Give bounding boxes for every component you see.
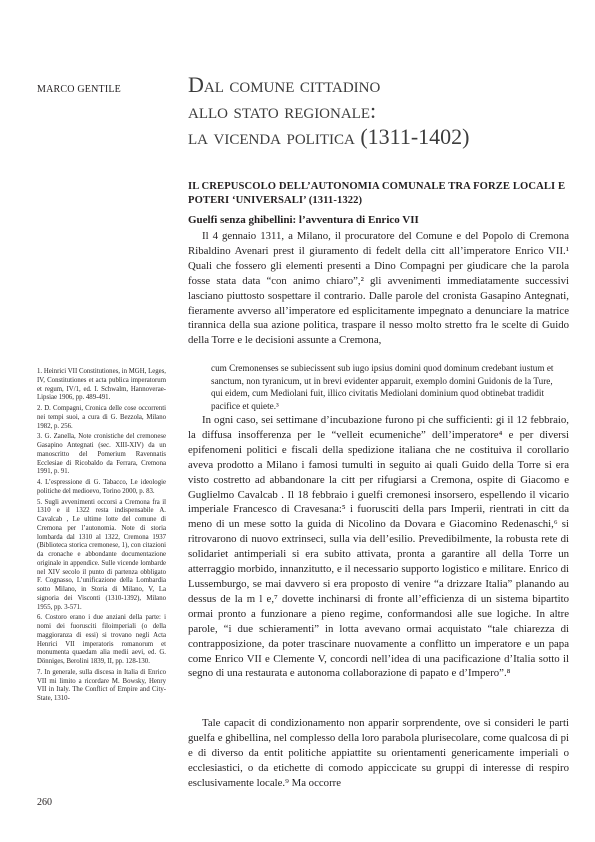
section-heading: IL CREPUSCOLO DELL’AUTONOMIA COMUNALE TRA FORZE LOCALI E POTERI ‘UNIVERSALI’ (1311-1322) <box>188 181 566 206</box>
chapter-title-line: allo stato regionale: <box>188 98 377 123</box>
author-name: MARCO GENTILE <box>37 84 121 95</box>
footnote: 6. Costoro erano i due anziani della parte: i nomi dei fuorusciti filoimperiali (o della maggioranza di essi) si trovano negli Acta Henrici VII imperatoris romanorum et monumenta quaedam alia medii aevi, ed. G. Dönniges, Berolini 1839, II, pp. 128-130. <box>37 614 166 665</box>
footnote: 2. D. Compagni, Cronica delle cose occorrenti nei tempi suoi, a cura di G. Bezzola, Milano 1982, p. 256. <box>37 405 166 430</box>
body-paragraph <box>188 716 569 791</box>
footnote: 4. L’espressione di G. Tabacco, Le ideologie politiche del medioevo, Torino 2000, p. 83. <box>37 479 166 495</box>
body-paragraph <box>188 229 569 348</box>
chapter-title-line: la vicenda politica (1311-1402) <box>188 124 470 149</box>
footnote: 3. G. Zanella, Note cronistiche del cremonese Gasapino Antegnati (sec. XIII-XIV) da un manoscritto del Pomerium Ravennatis Ecclesiae di Ricobaldo da Ferrara, Cremona 1991, p. 91. <box>37 433 166 476</box>
paragraph-text: Il 4 gennaio 1311, a Milano, il procuratore del Comune e del Popolo di Cremona Ribaldino Avenari prest il giuramento di fedelt della citt all’imperatore Enrico VII.¹ Quali che fossero gli elementi presenti a Dino Compagni per giudicare che la parola fosse stata data “con animo chiaro”,² gli avvenimenti immediatamente successivi lasciano piuttosto sospettare il contrario. Dalle parole del cronista Gasapino Antegnati, fieramente avverso all’imperatore ed esplicitamente impegnato a denunciare la matrice tirannica della sua azione politica, traspare il nesso molto stretto fra le scelte di Guido della Torre e le decisioni assunte a Cremona, <box>188 230 569 347</box>
footnote: 5. Sugli avvenimenti occorsi a Cremona fra il 1310 e il 1322 resta indispensabile A. Cavalcab , Le ultime lotte del comune di Cremona per l’autonomia. Note di storia lombarda dal 1310 al 1322, Cremona 1937 (Biblioteca storica cremonese, 1), con citazioni da cronache e abbondante documentazione originale in appendice. Sulle vicende lombarde nel XIV secolo il punto di partenza obbligato F. Cognasso, L’unificazione della Lombardia sotto Milano, in Storia di Milano, V, La signoria dei Visconti (1310-1392), Milano 1955, pp. 3-571. <box>37 498 166 611</box>
subsection-heading: Guelfi senza ghibellini: l’avventura di Enrico VII <box>188 214 419 226</box>
footnote: 7. In generale, sulla discesa in Italia di Enrico VII mi limito a ricordare M. Bowsky, Henry VII in Italy. The Conflict of Empire and City-State, 1310- <box>37 668 166 702</box>
footnote: 1. Heinrici VII Constitutiones, in MGH, Leges, IV, Constitutiones et acta publica imperatorum et regum, IV/1, ed. I. Schwalm, Hannoverae-Lipsiae 1906, pp. 489-491. <box>37 368 166 402</box>
paragraph-text: Tale capacit di condizionamento non apparir sorprendente, ove si consideri le parti guelfa e ghibellina, nel complesso della loro parabola plurisecolare, come qualcosa di pi e di diverso da entit politiche appiattite su orientamenti genericamente imperiali o ecclesiastici, o da etichette di comodo appiccicate su gruppi di interesse di respiro esclusivamente locale.⁹ Ma occorre <box>188 717 569 789</box>
chapter-title <box>188 72 568 150</box>
block-quote: cum Cremonenses se subiecissent sub iugo ipsius domini quod dominum credebant iustum et sanctum, non tyranicum, ut in brevi evidenter apparuit, exemplo domini Guidonis de la Ture, qui eidem, cum Mediolani fuit, illico civitatis Mediolani dominium quod obtinebat tradidit pacifice et quiete.³ <box>211 363 554 411</box>
paragraph-text: In ogni caso, sei settimane d’incubazione furono pi che sufficienti: gi il 12 febbraio, la diffusa insofferenza per le “velleit ecumeniche” dell’imperatore⁴ e per diversi epifenomeni politici e fiscali della spedizione italiana che ne costituiva il corollario aveva prodotto a Milano i famosi tumulti in seguito ai quali Guido della Torre si era visto costretto ad abbandonare la citt per rifugiarsi a Cremona, ospite di Giacomo e Guglielmo Cavalcab . Il 18 febbraio i guelfi cremonesi insorsero, espellendo il vicario imperiale Francesco di Cravesana:⁵ i fuorusciti della pars Imperii, rientrati in citt da meno di un mese sotto la guida di Nicolino da Dovara e Giacomino Redenaschi,⁶ si ritrovarono di nuovo extrinseci, sulla via dell’esilio. Prevedibilmente, la robusta rete di solidariet antimperiali si era subito attivata, pronta a garantire all della Torre un atterraggio morbido, innanzitutto, e il necessario supporto logistico e militare. Enrico di Lussemburgo, se mai davvero si era proposto di venire “a drizzare Italia” planando au dessus de la m l e,⁷ dovette inchinarsi di fronte all’efficienza di un sistema bipartito ormai pronto a funzionare a pieno regime, conformandosi alle sue logiche. In altre parole, “i due schieramenti” in lotta avevano ormai acquistato “tale chiarezza di contrapposizione, da poter trascinare nuovamente a conflitto un imperatore e un papa come Enrico VII e Clemente V, concordi nell’idea di una pacificazione d’Italia sotto il segno di una restaurata e autonoma collaborazione di papato e d’Impero”.⁸ <box>188 414 569 680</box>
footnotes-column <box>37 368 166 706</box>
body-paragraph <box>188 413 569 681</box>
page-number: 260 <box>37 797 52 808</box>
chapter-title-line: Dal comune cittadino <box>188 72 381 97</box>
